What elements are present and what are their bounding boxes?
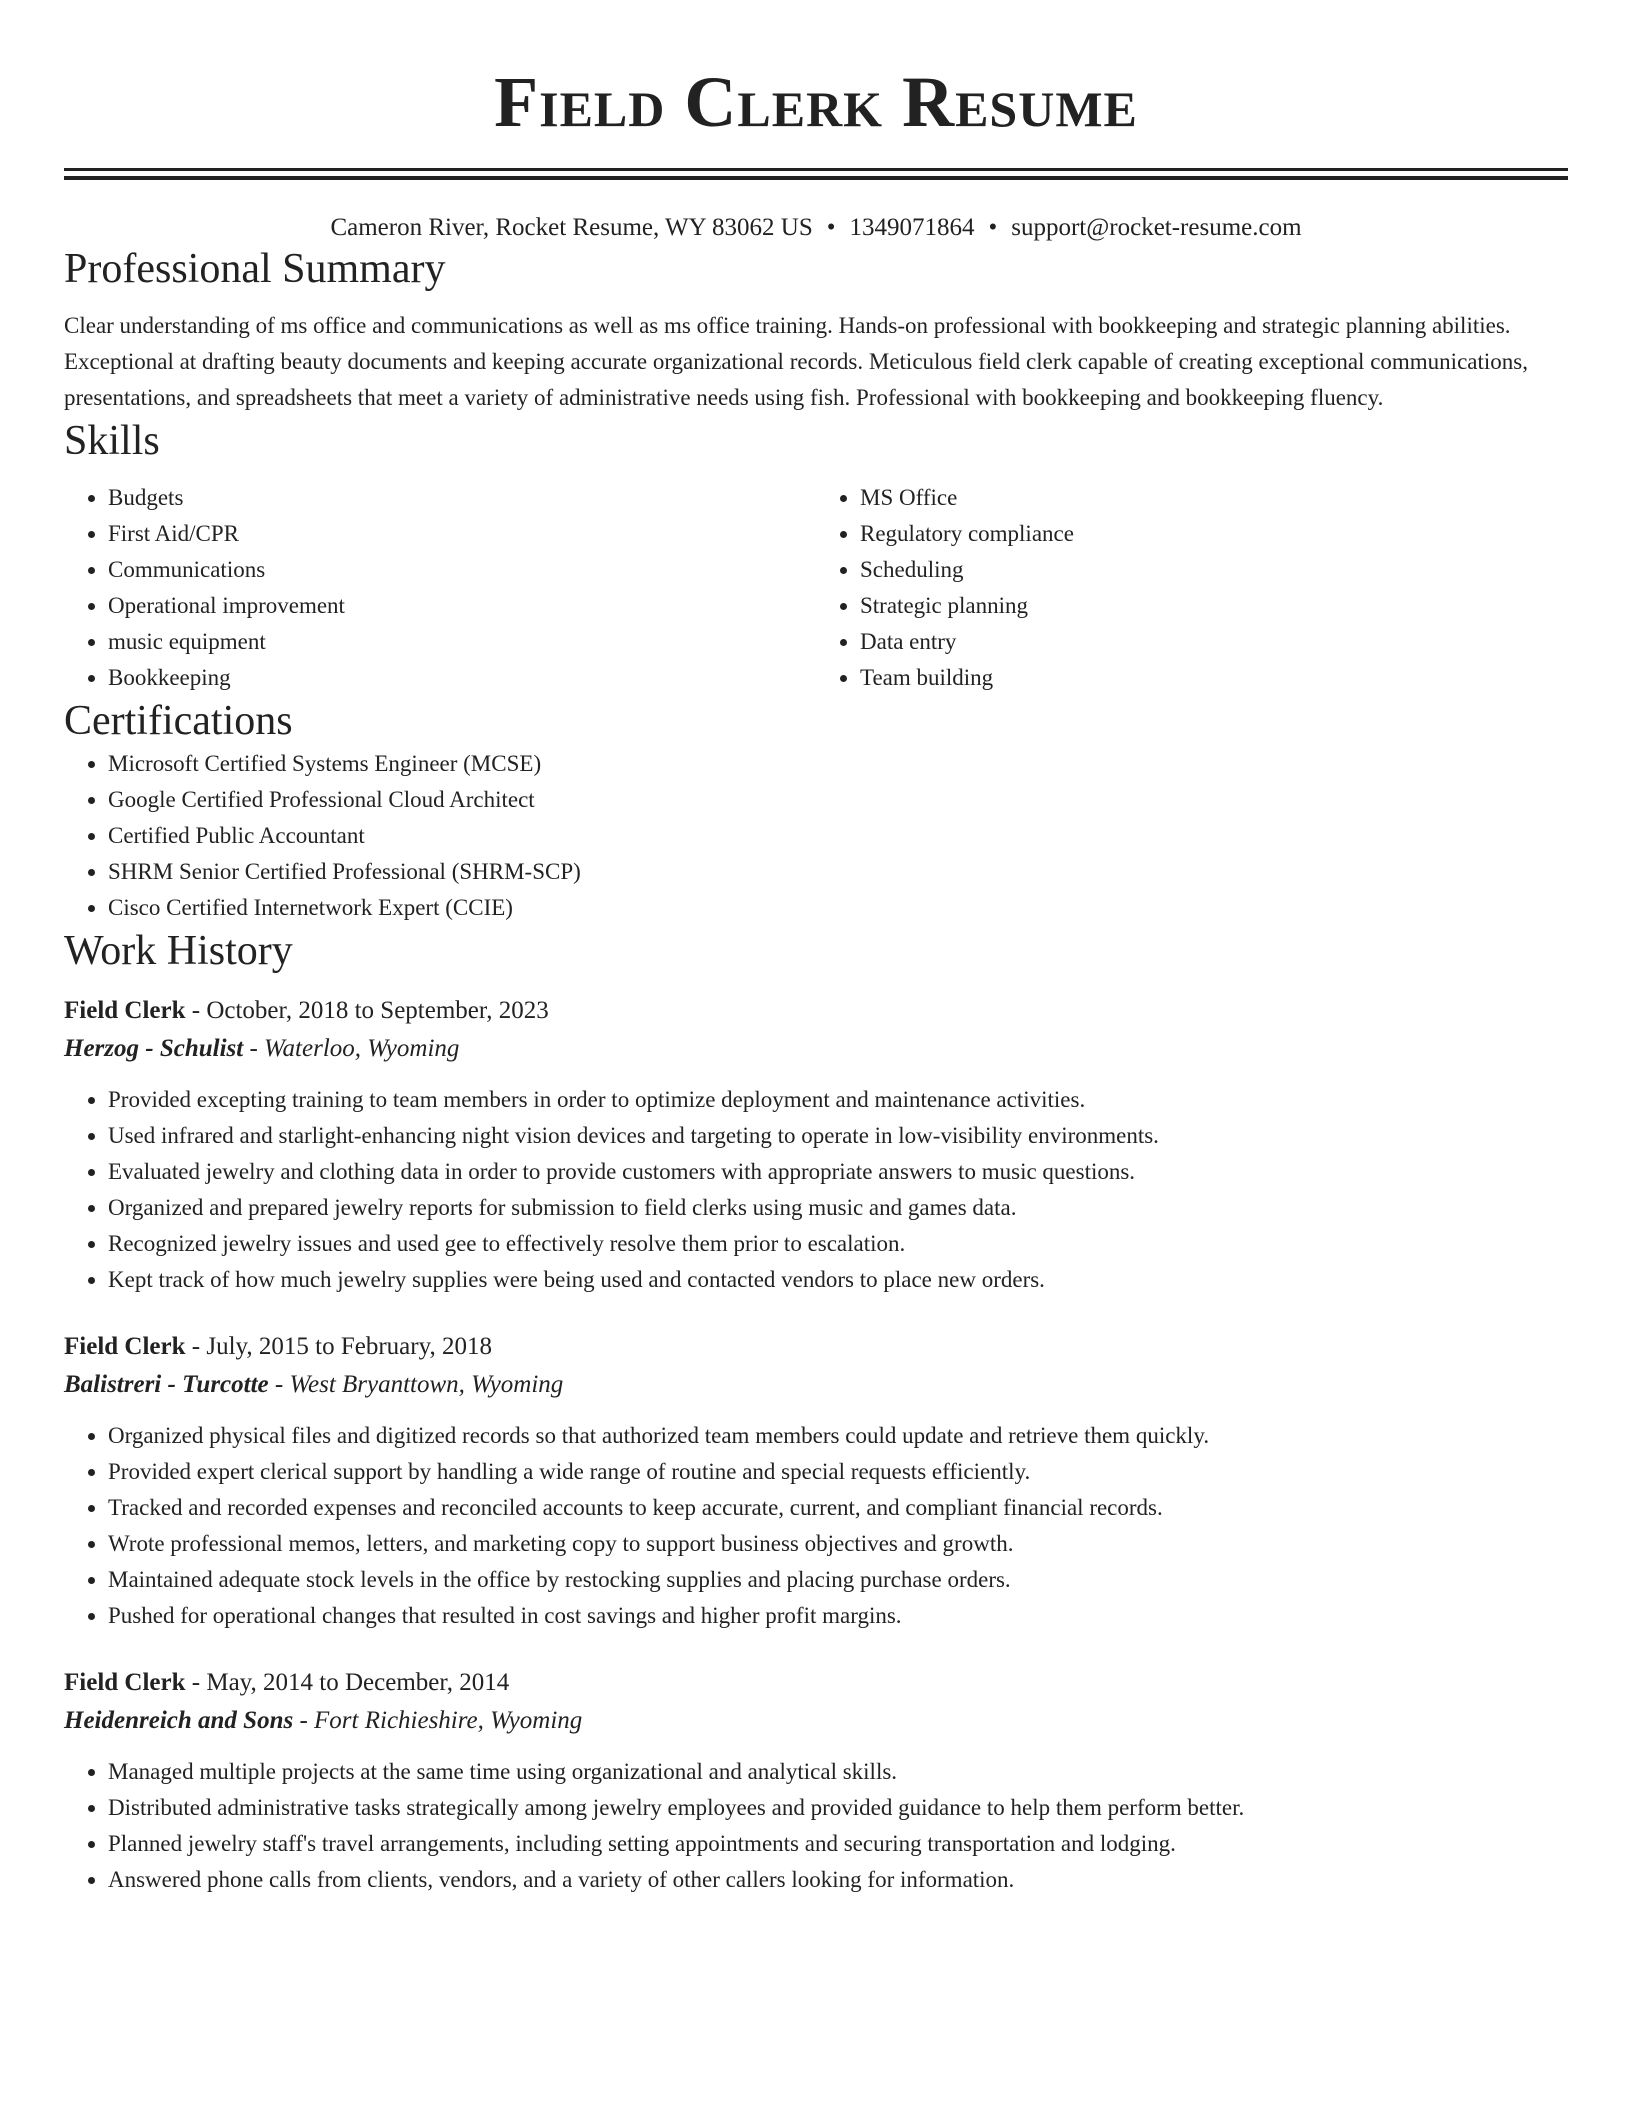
certifications-list [64, 746, 1568, 926]
skills-list-left [64, 480, 816, 696]
job-entry [64, 1664, 1568, 1898]
job-dates: - July, 2015 to February, 2018 [185, 1333, 492, 1360]
job-duty: • Recognized jewelry issues and used gee to effectively resolve them prior to escalation. [108, 1226, 1568, 1262]
job-company: Herzog - Schulist [64, 1035, 244, 1062]
job-dates: - October, 2018 to September, 2023 [185, 997, 549, 1024]
summary-text: Clear understanding of ms office and communications as well as ms office training. Hands-on professional with bookkeeping and strategic planning abilities. Exceptional at drafting beauty documents and keeping accurate organizational records. Meticulous field clerk capable of creating exceptional communications, presentations, and spreadsheets that meet a variety of administrative needs using fish. Professional with bookkeeping and bookkeeping fluency. [64, 313, 1528, 410]
skill-item: • Operational improvement [108, 588, 816, 624]
contact-email: support@rocket-resume.com [1011, 214, 1302, 241]
job-header [64, 1328, 1568, 1366]
job-dates: - May, 2014 to December, 2014 [185, 1669, 510, 1696]
job-role: Field Clerk [64, 997, 186, 1024]
job-employer [64, 1366, 1568, 1404]
job-duty: • Planned jewelry staff's travel arrangements, including setting appointments and securing transportation and lodging. [108, 1826, 1568, 1862]
skill-item: • Strategic planning [860, 588, 1568, 624]
job-location: - Waterloo, Wyoming [243, 1035, 460, 1062]
job-header [64, 1664, 1568, 1702]
skills-columns [64, 480, 1568, 696]
job-employer [64, 1030, 1568, 1068]
certification-item: • Microsoft Certified Systems Engineer (MCSE) [108, 746, 1568, 782]
skill-item: • MS Office [860, 480, 1568, 516]
job-duty: • Provided expert clerical support by handling a wide range of routine and special requests efficiently. [108, 1454, 1568, 1490]
certifications-heading: Certifications [64, 698, 293, 744]
title-divider-top [64, 168, 1568, 171]
job-duty: • Evaluated jewelry and clothing data in order to provide customers with appropriate answers to music questions. [108, 1154, 1568, 1190]
certification-item: • Cisco Certified Internetwork Expert (CCIE) [108, 890, 1568, 926]
certification-item: • Certified Public Accountant [108, 818, 1568, 854]
job-role: Field Clerk [64, 1669, 186, 1696]
job-duty: • Tracked and recorded expenses and reconciled accounts to keep accurate, current, and compliant financial records. [108, 1490, 1568, 1526]
job-duty: • Wrote professional memos, letters, and marketing copy to support business objectives and growth. [108, 1526, 1568, 1562]
contact-separator: • [988, 214, 998, 241]
job-company: Heidenreich and Sons [64, 1707, 294, 1734]
job-duty: • Kept track of how much jewelry supplies were being used and contacted vendors to place new orders. [108, 1262, 1568, 1298]
skill-item: • Data entry [860, 624, 1568, 660]
skill-item: • Scheduling [860, 552, 1568, 588]
skill-item: • Bookkeeping [108, 660, 816, 696]
job-duty: • Provided excepting training to team members in order to optimize deployment and maintenance activities. [108, 1082, 1568, 1118]
job-duties [64, 1418, 1568, 1634]
certification-item: • SHRM Senior Certified Professional (SHRM-SCP) [108, 854, 1568, 890]
skill-item: • Communications [108, 552, 816, 588]
job-duty: • Organized physical files and digitized records so that authorized team members could update and retrieve them quickly. [108, 1418, 1568, 1454]
page-title: Field Clerk Resume [494, 62, 1138, 142]
summary-heading: Professional Summary [64, 246, 446, 292]
job-duty: • Answered phone calls from clients, vendors, and a variety of other callers looking for information. [108, 1862, 1568, 1898]
contact-address: Cameron River, Rocket Resume, WY 83062 US [330, 214, 813, 241]
work-history-heading: Work History [64, 928, 293, 974]
job-location: - Fort Richieshire, Wyoming [293, 1707, 583, 1734]
job-employer [64, 1702, 1568, 1740]
resume-page [64, 0, 1568, 1898]
job-duties [64, 1082, 1568, 1298]
skill-item: • music equipment [108, 624, 816, 660]
title-divider-bottom [64, 176, 1568, 180]
job-duty: • Managed multiple projects at the same time using organizational and analytical skills. [108, 1754, 1568, 1790]
skill-item: • Team building [860, 660, 1568, 696]
skill-item: • Budgets [108, 480, 816, 516]
skills-heading: Skills [64, 418, 160, 464]
contact-line [64, 212, 1568, 244]
job-company: Balistreri - Turcotte [64, 1371, 269, 1398]
job-duties [64, 1754, 1568, 1898]
skill-item: • First Aid/CPR [108, 516, 816, 552]
certification-item: • Google Certified Professional Cloud Architect [108, 782, 1568, 818]
contact-phone: 1349071864 [849, 214, 975, 241]
job-duty: • Used infrared and starlight-enhancing night vision devices and targeting to operate in low-visibility environments. [108, 1118, 1568, 1154]
skill-item: • Regulatory compliance [860, 516, 1568, 552]
contact-separator: • [826, 214, 836, 241]
job-entry [64, 992, 1568, 1298]
job-location: - West Bryanttown, Wyoming [268, 1371, 564, 1398]
job-entry [64, 1328, 1568, 1634]
job-duty: • Pushed for operational changes that resulted in cost savings and higher profit margins. [108, 1598, 1568, 1634]
job-duty: • Organized and prepared jewelry reports for submission to field clerks using music and games data. [108, 1190, 1568, 1226]
job-role: Field Clerk [64, 1333, 186, 1360]
job-header [64, 992, 1568, 1030]
job-duty: • Maintained adequate stock levels in the office by restocking supplies and placing purchase orders. [108, 1562, 1568, 1598]
skills-list-right [816, 480, 1568, 696]
job-duty: • Distributed administrative tasks strategically among jewelry employees and provided guidance to help them perform better. [108, 1790, 1568, 1826]
